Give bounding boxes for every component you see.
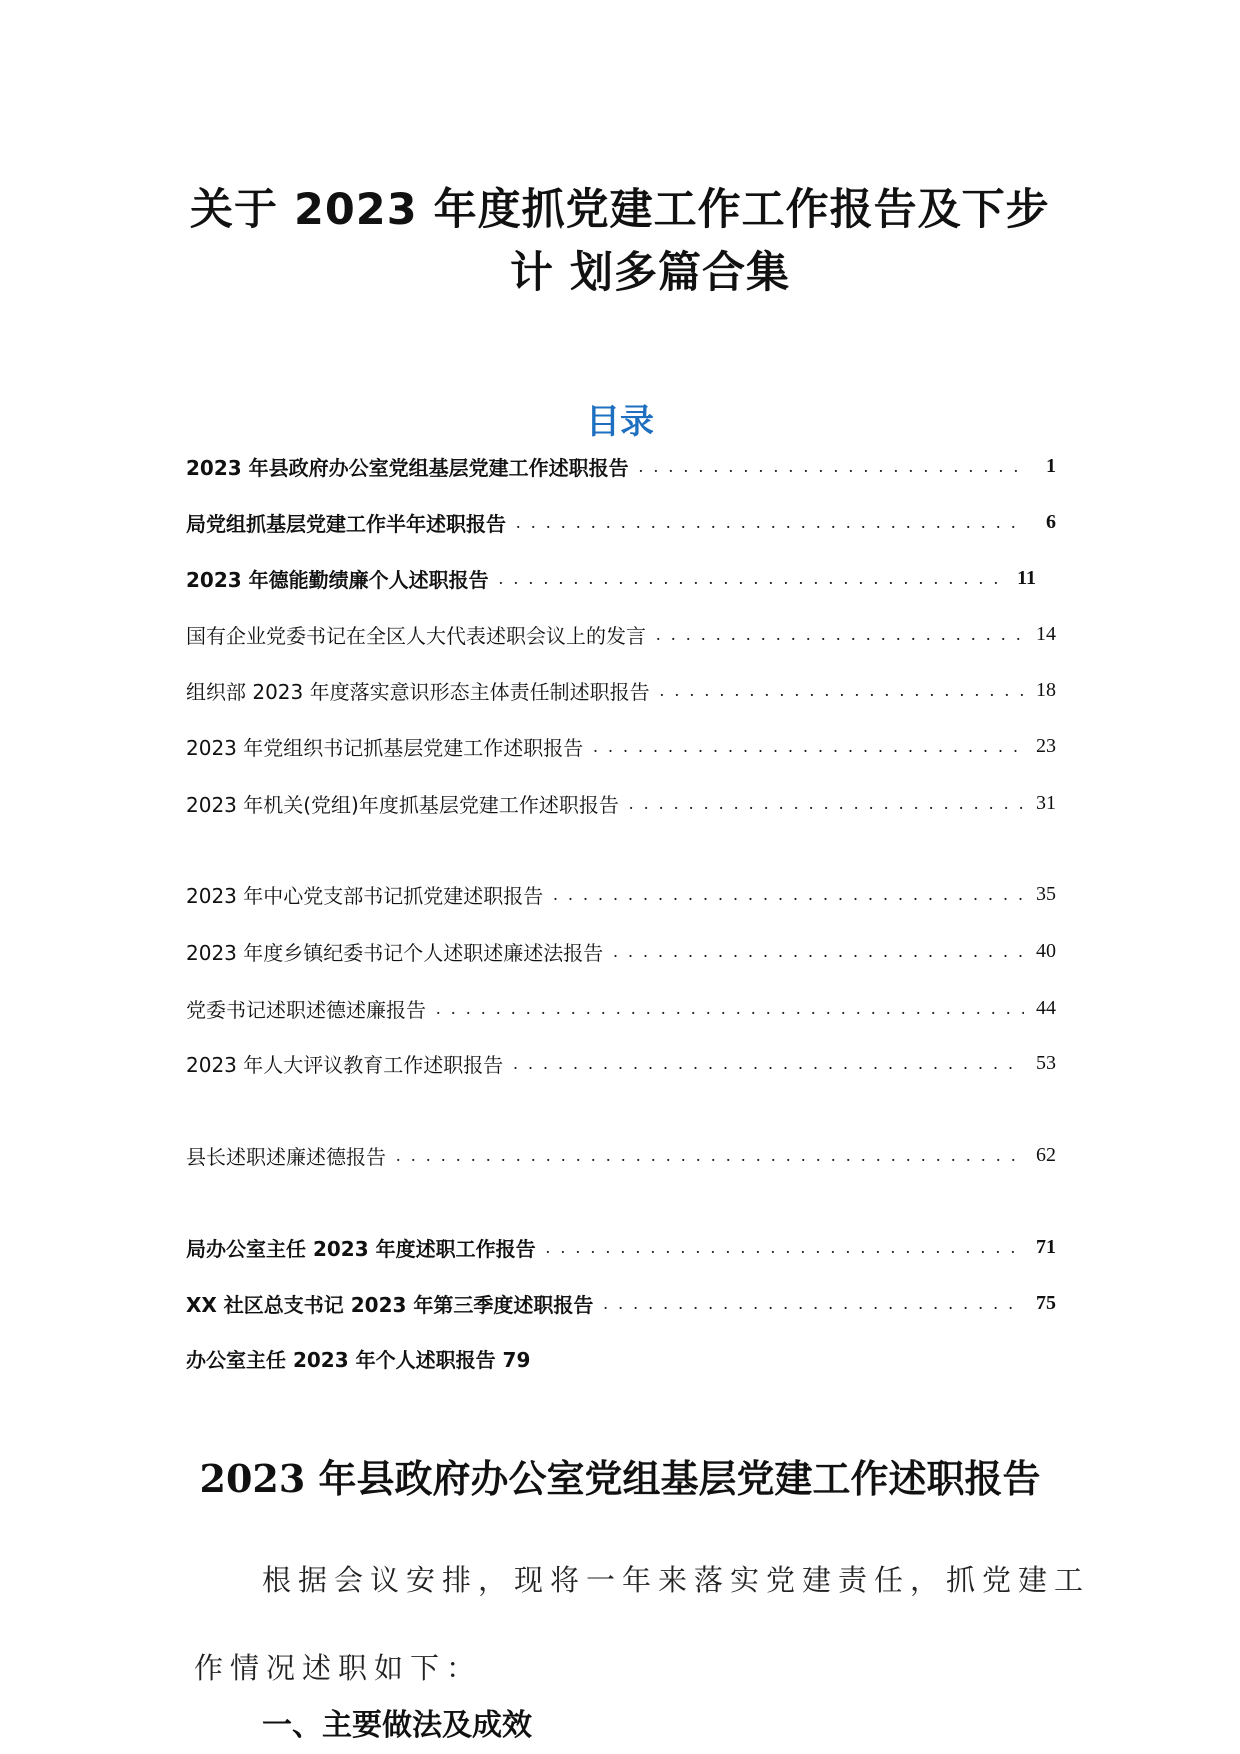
section-subheading: 一、主要做法及成效 <box>262 1708 532 1743</box>
toc-item[interactable] <box>186 877 1056 911</box>
toc-item-title: 县长述职述廉述德报告 <box>186 1144 386 1169</box>
toc-item[interactable] <box>186 449 1056 483</box>
document-title-line2: 计 划多篇合集 <box>510 248 790 298</box>
toc-item-page: 40 <box>1036 939 1056 962</box>
toc-item-page: 35 <box>1036 882 1056 905</box>
toc-item[interactable] <box>186 1138 1056 1172</box>
toc-item-page: 23 <box>1036 734 1056 757</box>
toc-item-title: 2023 年县政府办公室党组基层党建工作述职报告 <box>186 455 629 480</box>
toc-leader-dots <box>546 1237 1024 1258</box>
toc-item-title: 2023 年中心党支部书记抓党建述职报告 <box>186 883 544 908</box>
toc-item[interactable] <box>186 1341 1056 1375</box>
toc-leader-dots <box>656 624 1024 645</box>
toc-item[interactable] <box>186 991 1056 1025</box>
toc-item-title: 组织部 2023 年度落实意识形态主体责任制述职报告 <box>186 679 650 704</box>
toc-item-title: 国有企业党委书记在全区人大代表述职会议上的发言 <box>186 623 646 648</box>
toc-leader-dots <box>660 680 1024 701</box>
toc-leader-dots <box>516 512 1024 533</box>
toc-item-page: 62 <box>1036 1143 1056 1166</box>
toc-item-page: 18 <box>1036 678 1056 701</box>
toc-leader-dots <box>396 1145 1024 1166</box>
toc-item-title: 2023 年党组织书记抓基层党建工作述职报告 <box>186 735 584 760</box>
toc-item-page: 6 <box>1046 510 1056 533</box>
toc-item-page: 44 <box>1036 996 1056 1019</box>
toc-item[interactable] <box>186 1046 1056 1080</box>
toc-item-title: 局党组抓基层党建工作半年述职报告 <box>186 511 506 536</box>
toc-heading: 目录 <box>586 402 654 442</box>
toc-item-title: 2023 年机关(党组)年度抓基层党建工作述职报告 <box>186 792 619 817</box>
toc-item-page: 11 <box>1017 566 1036 589</box>
toc-item-title: 局办公室主任 2023 年度述职工作报告 <box>186 1236 536 1261</box>
body-paragraph-line1: 根据会议安排，现将一年来落实党建责任，抓党建工 <box>262 1563 1091 1597</box>
body-paragraph-line2: 作情况述职如下： <box>194 1651 483 1685</box>
toc-item-page: 75 <box>1036 1291 1056 1314</box>
toc-item[interactable] <box>186 1230 1056 1264</box>
toc-item-page: 14 <box>1036 622 1056 645</box>
toc-item-title: 2023 年人大评议教育工作述职报告 <box>186 1052 504 1077</box>
toc-item-title: 办公室主任 2023 年个人述职报告 79 <box>186 1347 531 1372</box>
toc-item-page: 53 <box>1036 1051 1056 1074</box>
toc-item[interactable] <box>186 934 1056 968</box>
toc-item-title: XX 社区总支书记 2023 年第三季度述职报告 <box>186 1292 594 1317</box>
document-title-line1: 关于 2023 年度抓党建工作工作报告及下步 <box>190 185 1050 235</box>
toc-leader-dots <box>436 998 1024 1019</box>
toc-leader-dots <box>629 793 1024 814</box>
toc-item[interactable] <box>186 1286 1056 1320</box>
toc-item[interactable] <box>186 561 1036 595</box>
toc-leader-dots <box>613 941 1024 962</box>
toc-leader-dots <box>553 884 1024 905</box>
toc-item-page: 31 <box>1036 791 1056 814</box>
toc-item[interactable] <box>186 673 1056 707</box>
toc-item[interactable] <box>186 729 1056 763</box>
toc-item-title: 2023 年德能勤绩廉个人述职报告 <box>186 567 489 592</box>
toc-item-page: 71 <box>1036 1235 1056 1258</box>
toc-leader-dots <box>513 1053 1024 1074</box>
section-title: 2023 年县政府办公室党组基层党建工作述职报告 <box>199 1456 1041 1501</box>
toc-item[interactable] <box>186 786 1056 820</box>
toc-leader-dots <box>639 456 1024 477</box>
toc-leader-dots <box>499 568 1004 589</box>
toc-item[interactable] <box>186 617 1056 651</box>
toc-leader-dots <box>593 736 1024 757</box>
toc-item[interactable] <box>186 505 1056 539</box>
toc-item-title: 2023 年度乡镇纪委书记个人述职述廉述法报告 <box>186 940 604 965</box>
toc-leader-dots <box>603 1293 1024 1314</box>
toc-item-title: 党委书记述职述德述廉报告 <box>186 997 426 1022</box>
toc-item-page: 1 <box>1046 454 1056 477</box>
